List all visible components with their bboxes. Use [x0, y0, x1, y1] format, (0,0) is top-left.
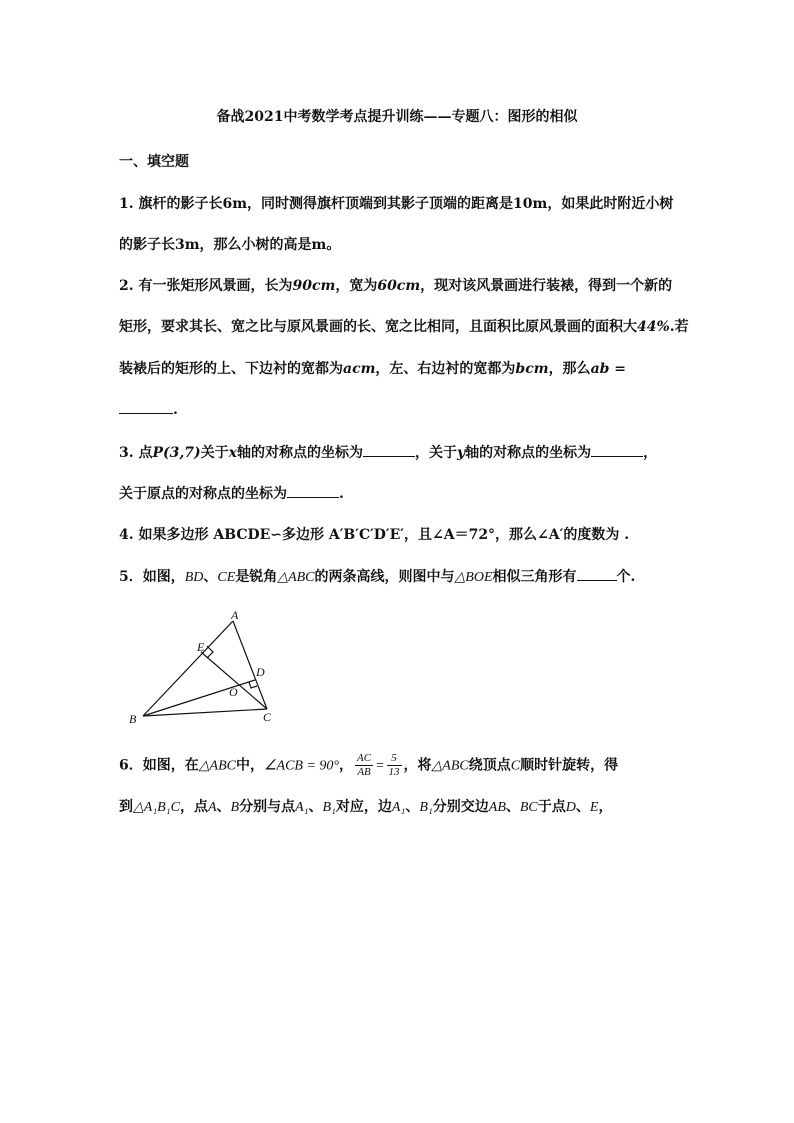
q2-text: 矩形，要求其长、宽之比与原风景画的长、宽之比相同，且面积比原风景画的面积大: [119, 319, 637, 335]
q2-math-percent: 44%: [637, 319, 670, 335]
q5-text: 是锐角: [235, 569, 278, 585]
q5-text: 5．如图，: [119, 569, 185, 585]
q6-text: ，将: [403, 757, 432, 774]
q5-text: 个.: [616, 569, 636, 585]
label-d: D: [256, 665, 265, 679]
q3-text: 关于原点的对称点的坐标为: [119, 486, 287, 502]
answer-blank[interactable]: [591, 442, 643, 457]
q2-math-width: 60cm: [377, 278, 421, 294]
q6-math: △ABC: [431, 758, 469, 774]
q2-math-length: 90cm: [292, 278, 336, 294]
fraction-5-13: [387, 752, 402, 779]
q5-math: △ABC: [277, 570, 315, 585]
q3-end: .: [339, 486, 344, 502]
triangle-figure: [125, 605, 285, 725]
q6-math: △ABC: [198, 758, 236, 774]
answer-blank[interactable]: [119, 399, 173, 414]
answer-blank[interactable]: [577, 566, 617, 581]
q6-text: 分别与点: [239, 799, 296, 815]
q6-math: B: [230, 800, 240, 815]
answer-blank[interactable]: [363, 442, 415, 457]
label-a: A: [231, 608, 239, 622]
q3-text: 关于: [200, 445, 229, 461]
q6-math: A₁: [391, 800, 406, 815]
q6-math: D: [565, 800, 576, 815]
right-angle-mark-d: [249, 682, 257, 688]
q6-math: BC: [519, 800, 538, 815]
segment-ce: [201, 652, 267, 709]
q6-math: AB: [488, 800, 506, 815]
fraction-numerator: AC: [357, 752, 372, 764]
q6-text: 、: [505, 799, 520, 815]
q6-math: B₁: [322, 800, 336, 815]
q5-math: △BOE: [454, 570, 493, 585]
q6-text: 分别交边: [432, 799, 489, 815]
q1-line1: 1. 旗杆的影子长6m，同时测得旗杆顶端到其影子顶端的距离是10m，如果此时附近小树: [119, 196, 674, 212]
q2-math-a: acm: [343, 361, 376, 377]
q6-text: 6．如图，在: [119, 757, 199, 774]
q2-line3: [119, 358, 679, 378]
q6-line1: [119, 752, 679, 779]
q5-math: BD: [184, 570, 204, 585]
q6-text: 、: [405, 799, 420, 815]
q6-equals: =: [375, 758, 385, 774]
q3-text: ，: [643, 445, 658, 461]
q5-text: 的两条高线，则图中与: [314, 569, 455, 585]
q5-text: 、: [203, 569, 218, 585]
fraction-denominator: 13: [388, 766, 400, 778]
q6-math: C: [510, 758, 521, 774]
q6-math: △A₁B₁C: [133, 800, 180, 815]
q2-line1: [119, 275, 679, 295]
q4-line: 4. 如果多边形 ABCDE∽多边形 A′B′C′D′E′，且∠A＝72°，那么∠A′的度数为 .: [119, 527, 630, 543]
section-heading: 一、填空题: [119, 154, 189, 170]
label-c: C: [263, 710, 272, 724]
q6-text: 中，: [235, 757, 264, 774]
q2-text: ，那么: [548, 361, 591, 377]
q2-end: .: [173, 402, 178, 418]
q6-text: 、: [216, 799, 231, 815]
q2-math-ab: ab =: [590, 361, 627, 377]
q6-math: E: [589, 800, 599, 815]
q6-text: 于点: [537, 799, 566, 815]
fraction-ac-ab: [355, 752, 373, 779]
q2-text: ，左、右边衬的宽都为: [375, 361, 516, 377]
q3-text: ，关于: [415, 445, 457, 461]
label-o: O: [229, 685, 238, 699]
q3-text: 轴的对称点的坐标为: [237, 445, 363, 461]
q6-math: A₁: [295, 800, 309, 815]
q3-text: 3. 点: [119, 445, 153, 461]
q6-text: 顺时针旋转，得: [520, 757, 619, 774]
q3-math-y: y: [457, 445, 466, 461]
q1-line2: 的影子长3m，那么小树的高是m。: [119, 237, 341, 253]
q3-line1: [119, 442, 679, 462]
q3-math-x: x: [228, 445, 237, 461]
q6-text: 到: [119, 799, 133, 815]
q2-text: 2. 有一张矩形风景画，长为: [119, 278, 293, 294]
q6-text: 绕顶点: [468, 757, 511, 774]
fraction-denominator: AB: [357, 766, 371, 778]
q2-text: ，现对该风景画进行装裱，得到一个新的: [420, 278, 673, 294]
q2-text: 装裱后的矩形的上、下边衬的宽都为: [119, 361, 343, 377]
q2-math-b: bcm: [515, 361, 549, 377]
q2-line2: [119, 316, 689, 336]
label-e: E: [197, 640, 205, 654]
q2-text: .若: [669, 319, 689, 335]
q3-text: 轴的对称点的坐标为: [465, 445, 592, 461]
label-b: B: [129, 712, 137, 725]
q3-math-point: P(3,7): [152, 445, 201, 461]
answer-blank[interactable]: [287, 483, 339, 498]
q6-math: ∠ACB = 90°: [263, 758, 340, 774]
q6-text: 、: [308, 799, 323, 815]
q2-text: ，宽为: [335, 278, 378, 294]
q6-text: 、: [575, 799, 590, 815]
q6-text: ，点: [179, 799, 208, 815]
q6-text: 对应，边: [335, 799, 392, 815]
q6-math: A: [207, 800, 217, 815]
q3-line2: [119, 483, 679, 503]
q5-line: [119, 566, 679, 586]
q6-text: ，: [339, 757, 354, 774]
q6-math: B₁: [419, 800, 433, 815]
q5-math: CE: [217, 570, 236, 585]
q2-line4: [119, 399, 679, 418]
q5-text: 相似三角形有: [492, 569, 577, 585]
fraction-numerator: 5: [387, 752, 402, 766]
page-title: 备战2021中考数学考点提升训练——专题八：图形的相似: [216, 109, 578, 125]
q6-line2: [119, 796, 679, 816]
q6-text: ，: [598, 799, 613, 815]
